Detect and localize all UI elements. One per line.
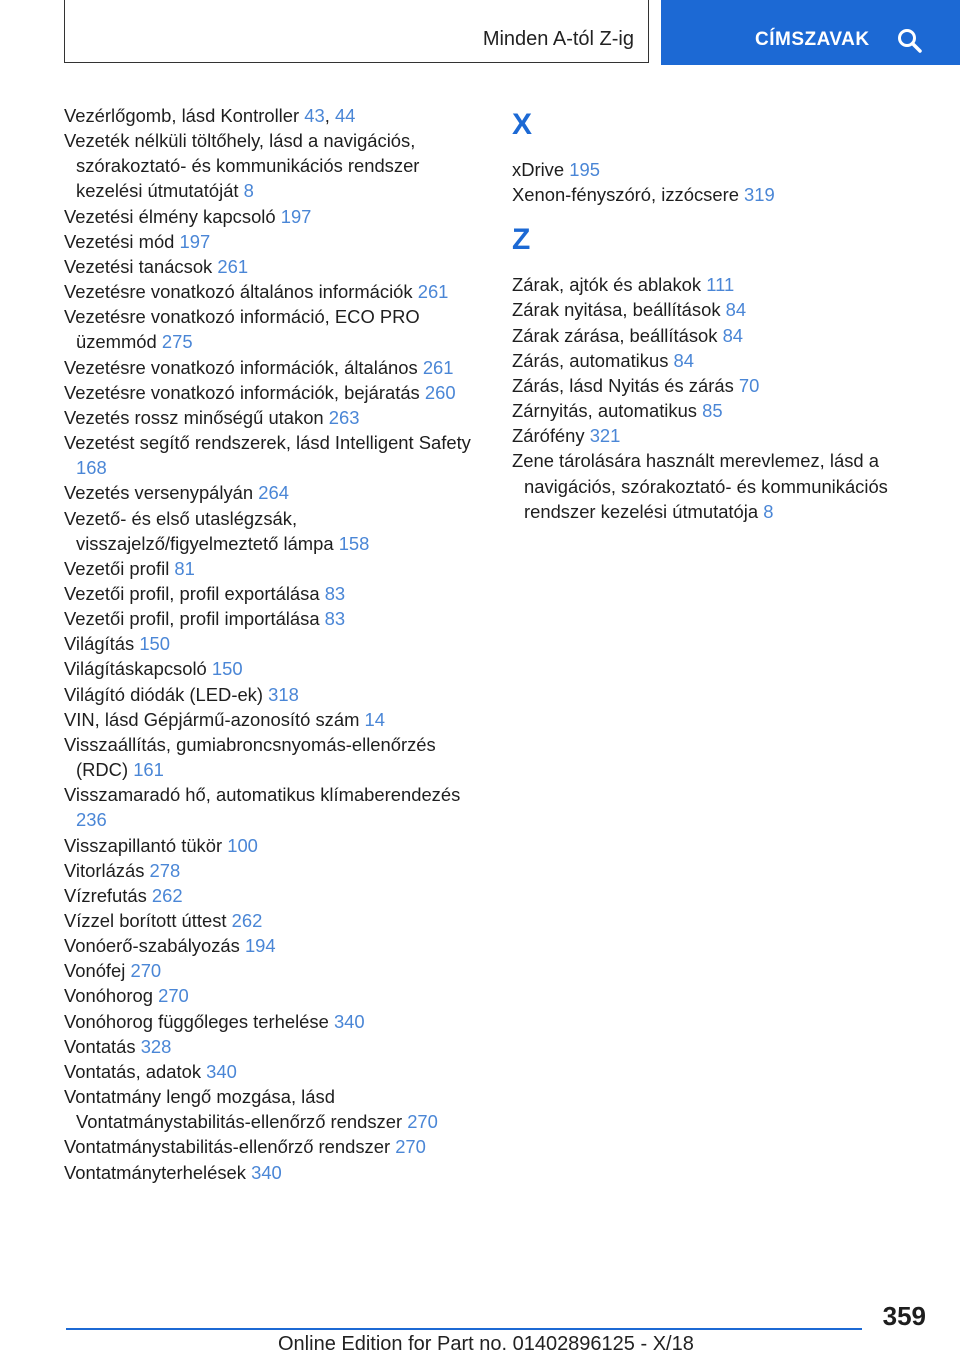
page-link[interactable]: 150	[211, 658, 243, 680]
index-entry-text: Zene tárolására használt merevlemez, lásd a navigációs, szórakoztató- és kommunikációs rendszer kezelési útmutatója	[512, 450, 888, 522]
index-entry-text: Vezetési tanácsok	[64, 255, 218, 277]
page-link[interactable]: 261	[422, 356, 454, 378]
index-entry	[64, 858, 484, 883]
index-entry	[512, 157, 932, 182]
index-entry	[512, 297, 932, 322]
page-header	[0, 0, 960, 66]
index-entry-text: Xenon-fényszóró, izzócsere	[512, 184, 745, 206]
index-entry	[64, 1009, 484, 1034]
index-entry-text: Vontatás	[64, 1035, 141, 1057]
index-entry	[64, 279, 484, 304]
index-entry	[64, 631, 484, 656]
index-entry-text: Vontatmány lengő mozgása, lásd Vontatmánystabilitás-ellenőrző rendszer	[64, 1086, 408, 1133]
index-entry-text: Vezetői profil, profil importálása	[64, 608, 325, 630]
page-link[interactable]: 340	[333, 1010, 365, 1032]
index-entry-text: VIN, lásd Gépjármű-azonosító szám	[64, 708, 365, 730]
index-column-left	[64, 103, 484, 1185]
page-link[interactable]: 168	[76, 457, 107, 479]
page-number: 359	[882, 1301, 926, 1331]
index-entry-text: Vezetés rossz minőségű utakon	[64, 406, 329, 428]
index-entry-text: Zárak nyitása, beállítások	[512, 299, 726, 321]
index-entry	[64, 606, 484, 631]
index-entry: Vezérlőgomb, lásd Kontroller 43, 44	[64, 105, 356, 126]
page-link[interactable]: 262	[151, 884, 183, 906]
index-entry	[512, 398, 932, 423]
section-letter-heading: X	[512, 108, 533, 141]
page-link[interactable]: 321	[589, 425, 621, 447]
page-link[interactable]: 83	[324, 608, 346, 630]
index-entry	[64, 1034, 484, 1059]
page-link[interactable]: 278	[149, 859, 181, 881]
index-entry-text: Vezetési élmény kapcsoló	[64, 205, 281, 227]
index-entry-text: Vezérlőgomb, lásd Kontroller	[64, 105, 305, 126]
page-link[interactable]: 236	[76, 809, 107, 831]
page-link[interactable]: 270	[158, 985, 189, 1007]
index-entry-text: Zárás, automatikus	[512, 349, 674, 371]
index-entry	[512, 272, 932, 297]
index-entry	[64, 229, 484, 254]
index-entry-text: Vezetői profil	[64, 557, 175, 579]
index-entry	[64, 506, 484, 556]
index-entry	[64, 204, 484, 229]
index-column-right	[512, 103, 932, 524]
index-entry-text: Vezető- és első utaslégzsák, visszajelző/figyelmeztető lámpa	[64, 507, 339, 554]
index-entry-text: Vezeték nélküli töltőhely, lásd a navigációs, szórakoztató- és kommunikációs rendszer kezelési útmutatóját	[64, 130, 420, 202]
index-entry-text: Vezetési mód	[64, 230, 180, 252]
index-entry	[64, 556, 484, 581]
index-entry-text: Vezetésre vonatkozó információk, bejáratás	[64, 381, 425, 403]
index-entry	[64, 833, 484, 858]
index-entry-text: Vonófej	[64, 960, 131, 982]
index-entry-text: Visszapillantó tükör	[64, 834, 228, 856]
page-link[interactable]: 195	[569, 159, 600, 180]
index-entry	[64, 782, 484, 832]
index-entry-text: Zárak, ajtók és ablakok	[512, 274, 707, 296]
index-entry-text: Visszaállítás, gumiabroncsnyomás-ellenőrzés (RDC)	[64, 733, 436, 781]
tab-a-to-z-label: Minden A-tól Z-ig	[482, 28, 634, 50]
index-entry-text: Vízzel borított úttest	[64, 910, 232, 931]
page-link[interactable]: 44	[334, 105, 356, 126]
index-entry	[512, 348, 932, 373]
index-entry-text: Zárófény	[512, 425, 590, 447]
index-entry	[64, 682, 484, 707]
footer-edition: Online Edition for Part no. 01402896125 - X/18	[278, 1333, 694, 1355]
index-entry-text: Vonóhorog függőleges terhelése	[64, 1010, 334, 1032]
index-entry-text: Vontatmányterhelések	[64, 1161, 252, 1183]
index-entry-text: Vitorlázás	[64, 859, 150, 881]
index-entry-text: Zárnyitás, automatikus	[512, 400, 703, 422]
index-entry	[64, 1160, 484, 1185]
index-entry-text: Vonóhorog	[64, 985, 159, 1007]
index-entry	[64, 1084, 484, 1134]
tab-keywords[interactable]	[661, 0, 960, 65]
page-link[interactable]: 81	[174, 557, 195, 579]
index-entry-text: Zárás, lásd Nyitás és zárás	[512, 374, 739, 396]
index-entry	[64, 581, 484, 606]
index-entry	[64, 908, 484, 933]
page-link[interactable]: 84	[725, 299, 747, 321]
page-link[interactable]: 270	[407, 1111, 438, 1133]
page-link[interactable]: 83	[324, 582, 346, 604]
page-link[interactable]: 263	[328, 406, 360, 428]
index-entry-text: Visszamaradó hő, automatikus klímaberendezés	[64, 784, 461, 806]
index-entry-text: Világítás	[64, 633, 140, 655]
index-entry-text: Vonóerő-szabályozás	[64, 935, 245, 957]
index-entry	[64, 430, 484, 480]
page-link[interactable]: 261	[217, 255, 249, 277]
index-entry	[64, 254, 484, 279]
index-entry	[512, 423, 932, 448]
index-entry	[512, 373, 932, 398]
footer-divider	[66, 1328, 862, 1330]
index-entry	[64, 128, 484, 203]
page-link[interactable]: 100	[227, 834, 258, 856]
page-link[interactable]: 197	[179, 230, 211, 252]
page-link[interactable]: 8	[763, 500, 774, 522]
page-link[interactable]: 262	[231, 910, 263, 931]
page-link[interactable]: 158	[338, 532, 370, 554]
page-link[interactable]: 275	[161, 331, 193, 353]
page-link[interactable]: 85	[702, 400, 723, 422]
page-link[interactable]: 43	[304, 105, 325, 126]
index-entry	[64, 1134, 484, 1159]
index-entry	[64, 933, 484, 958]
index-entry	[64, 480, 484, 505]
index-entry-text: Zárak zárása, beállítások	[512, 324, 723, 346]
index-entry	[64, 405, 484, 430]
index-entry-text: Vezetésre vonatkozó általános információk	[64, 281, 418, 303]
page-link[interactable]: 260	[424, 381, 456, 403]
section-letter-heading: Z	[512, 223, 531, 257]
page-link[interactable]: 111	[706, 274, 735, 296]
page-link[interactable]: 70	[738, 374, 760, 396]
page-link[interactable]: 340	[251, 1161, 282, 1183]
page-link[interactable]: 8	[243, 180, 254, 202]
index-entry-text: Vontatás, adatok	[64, 1060, 207, 1082]
page-link[interactable]: 340	[206, 1060, 237, 1082]
index-entry	[64, 1059, 484, 1084]
page-link[interactable]: 194	[244, 935, 276, 957]
index-entry-text: Vezetői profil, profil exportálása	[64, 582, 325, 604]
index-entry-text: xDrive	[512, 159, 570, 180]
page-link[interactable]: 264	[258, 482, 289, 504]
page-link[interactable]: 14	[364, 708, 385, 730]
page-link[interactable]: 328	[140, 1035, 172, 1057]
page-link[interactable]: 319	[744, 184, 775, 206]
page-link[interactable]: 84	[673, 349, 694, 371]
index-entry	[64, 355, 484, 380]
index-entry	[64, 380, 484, 405]
index-entry	[64, 983, 484, 1008]
index-entry-text: Vezetésre vonatkozó információk, általános	[64, 356, 423, 378]
index-entry	[64, 958, 484, 983]
page-link[interactable]: 270	[395, 1136, 426, 1158]
tab-a-to-z[interactable]	[64, 0, 649, 63]
index-entry-text: Vezetésre vonatkozó információ, ECO PRO üzemmód	[64, 306, 420, 353]
page-link[interactable]: 150	[139, 633, 171, 655]
index-entry	[64, 732, 484, 782]
index-entry-text: Világító diódák (LED-ek)	[64, 683, 269, 705]
index-entry-text: Vízrefutás	[64, 884, 152, 906]
page-link[interactable]: 161	[133, 759, 164, 781]
index-entry-text: Vontatmánystabilitás-ellenőrző rendszer	[64, 1136, 396, 1158]
index-entry-text: Vezetés versenypályán	[64, 482, 259, 504]
index-entry	[64, 707, 484, 732]
index-entry-text: Világításkapcsoló	[64, 658, 212, 680]
index-entry	[64, 656, 484, 681]
index-entry-text: Vezetést segítő rendszerek, lásd Intelligent Safety	[64, 432, 471, 454]
tab-keywords-label: CÍMSZAVAK	[755, 29, 870, 50]
search-icon[interactable]	[897, 28, 923, 54]
index-entry	[512, 323, 932, 348]
page-link[interactable]: 261	[417, 281, 449, 303]
page-link[interactable]: 318	[268, 683, 299, 705]
index-entry	[512, 182, 932, 207]
page-link[interactable]: 197	[280, 205, 312, 227]
index-entry	[64, 883, 484, 908]
page-link[interactable]: 270	[130, 960, 162, 982]
index-entry	[512, 448, 932, 523]
page-link[interactable]: 84	[722, 324, 744, 346]
index-entry	[64, 304, 484, 354]
